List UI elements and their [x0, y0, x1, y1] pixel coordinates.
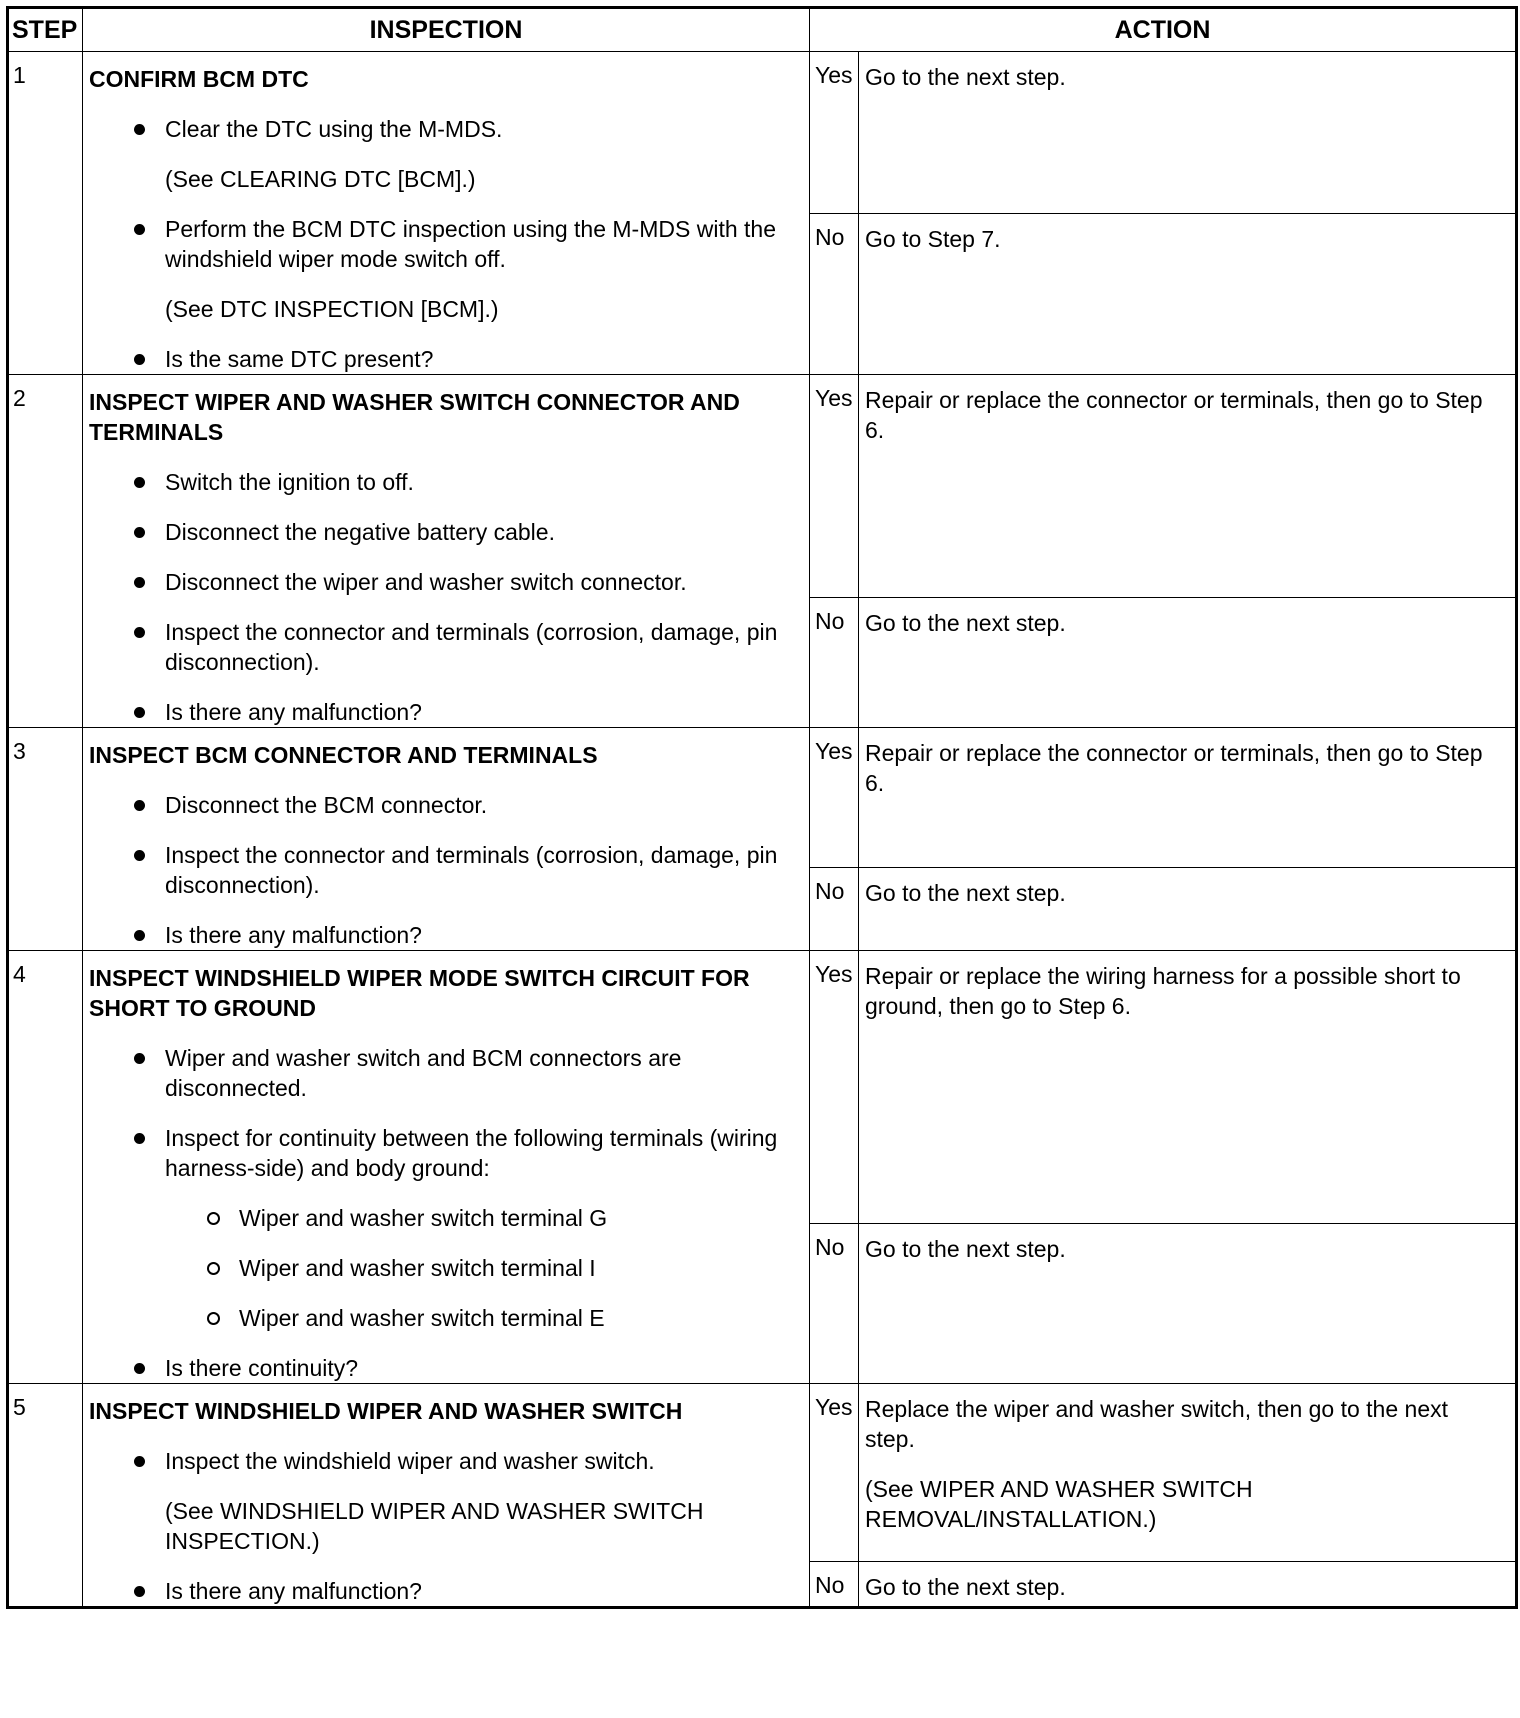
action-text: Repair or replace the connector or terminals, then go to Step 6. — [865, 387, 1483, 443]
bullet-text: Wiper and washer switch and BCM connectors are disconnected. — [165, 1045, 682, 1101]
action-text: (See WIPER AND WASHER SWITCH REMOVAL/INSTALLATION.) — [865, 1476, 1253, 1532]
no-label: No — [810, 1561, 859, 1607]
no-action — [859, 597, 1517, 727]
bullet-item — [89, 790, 799, 820]
sub-bullet-item — [89, 1303, 799, 1333]
no-action — [859, 213, 1517, 375]
yes-action — [859, 728, 1517, 868]
sub-bullet-circle-icon — [207, 1212, 220, 1225]
sub-bullet-text: Wiper and washer switch terminal I — [239, 1255, 596, 1281]
bullet-text: Inspect the windshield wiper and washer switch. — [165, 1448, 655, 1474]
step-row — [8, 1384, 1517, 1562]
bullet-text: Inspect for continuity between the following terminals (wiring harness-side) and body ground: — [165, 1125, 778, 1181]
no-action — [859, 868, 1517, 951]
step-number: 4 — [8, 951, 83, 1384]
bullet-dot-icon — [134, 1053, 145, 1064]
sub-bullet-item — [89, 1203, 799, 1233]
action-text: Go to the next step. — [865, 1573, 1066, 1600]
bullet-dot-icon — [134, 477, 145, 488]
inspection-cell — [83, 728, 810, 951]
bullet-text: Inspect the connector and terminals (corrosion, damage, pin disconnection). — [165, 619, 778, 675]
bullet-text: Disconnect the wiper and washer switch connector. — [165, 569, 687, 595]
no-label: No — [810, 1223, 859, 1383]
bullet-dot-icon — [134, 800, 145, 811]
bullet-item — [89, 1353, 799, 1383]
step-number: 1 — [8, 52, 83, 375]
yes-label: Yes — [810, 951, 859, 1224]
sub-bullet-text: Wiper and washer switch terminal E — [239, 1305, 605, 1331]
bullet-item — [89, 617, 799, 677]
step-row — [8, 52, 1517, 214]
bullet-item — [89, 697, 799, 727]
yes-action — [859, 1384, 1517, 1562]
bullet-dot-icon — [134, 1456, 145, 1467]
bullet-dot-icon — [134, 627, 145, 638]
step-title: INSPECT BCM CONNECTOR AND TERMINALS — [89, 742, 598, 768]
bullet-dot-icon — [134, 930, 145, 941]
bullet-text: Perform the BCM DTC inspection using the M-MDS with the windshield wiper mode switch off. — [165, 216, 776, 272]
no-action — [859, 1561, 1517, 1607]
bullet-text: Inspect the connector and terminals (corrosion, damage, pin disconnection). — [165, 842, 778, 898]
bullet-item — [89, 1446, 799, 1476]
bullet-dot-icon — [134, 1133, 145, 1144]
header-step: STEP — [8, 8, 83, 52]
inspection-cell — [83, 1384, 810, 1608]
bullet-item — [89, 1123, 799, 1183]
bullet-dot-icon — [134, 577, 145, 588]
bullet-item — [89, 517, 799, 547]
bullet-item — [89, 114, 799, 144]
action-text: Go to Step 7. — [865, 225, 1001, 252]
no-label: No — [810, 597, 859, 727]
bullet-item — [89, 840, 799, 900]
bullet-item — [89, 1576, 799, 1606]
reference-text: (See WINDSHIELD WIPER AND WASHER SWITCH INSPECTION.) — [165, 1498, 704, 1554]
action-text: Go to the next step. — [865, 64, 1066, 90]
action-text: Replace the wiper and washer switch, then go to the next step. — [865, 1396, 1449, 1452]
bullet-dot-icon — [134, 527, 145, 538]
procedure-table — [6, 6, 1518, 1609]
yes-action — [859, 375, 1517, 598]
bullet-text: Switch the ignition to off. — [165, 469, 414, 495]
step-row — [8, 951, 1517, 1224]
bullet-dot-icon — [134, 224, 145, 235]
yes-label: Yes — [810, 52, 859, 214]
bullet-item — [89, 920, 799, 950]
action-text: Go to the next step. — [865, 1235, 1066, 1262]
bullet-dot-icon — [134, 124, 145, 135]
bullet-text: Disconnect the BCM connector. — [165, 792, 488, 818]
bullet-text: Is there any malfunction? — [165, 699, 422, 725]
bullet-text: Disconnect the negative battery cable. — [165, 519, 555, 545]
bullet-text: Is there any malfunction? — [165, 922, 422, 948]
bullet-text: Clear the DTC using the M-MDS. — [165, 116, 503, 142]
action-text: Go to the next step. — [865, 880, 1066, 907]
reference-note — [89, 1496, 799, 1556]
action-text: Repair or replace the connector or terminals, then go to Step 6. — [865, 740, 1483, 796]
reference-note — [89, 294, 799, 324]
bullet-dot-icon — [134, 1363, 145, 1374]
inspection-cell — [83, 52, 810, 375]
header-row — [8, 8, 1517, 52]
reference-text: (See DTC INSPECTION [BCM].) — [165, 296, 499, 322]
step-row — [8, 375, 1517, 598]
step-number: 2 — [8, 375, 83, 728]
action-text: Repair or replace the wiring harness for a possible short to ground, then go to Step 6. — [865, 963, 1461, 1019]
step-row — [8, 728, 1517, 868]
header-inspection: INSPECTION — [83, 8, 810, 52]
bullet-item — [89, 344, 799, 374]
sub-bullet-circle-icon — [207, 1262, 220, 1275]
step-title: INSPECT WINDSHIELD WIPER AND WASHER SWITCH — [89, 1398, 683, 1424]
step-title: INSPECT WINDSHIELD WIPER MODE SWITCH CIRCUIT FOR SHORT TO GROUND — [89, 965, 750, 1021]
step-number: 3 — [8, 728, 83, 951]
bullet-dot-icon — [134, 850, 145, 861]
yes-action — [859, 52, 1517, 214]
action-text: Go to the next step. — [865, 609, 1066, 636]
diagnostic-procedure-table — [6, 6, 1515, 1712]
bullet-text: Is there continuity? — [165, 1355, 359, 1381]
sub-bullet-text: Wiper and washer switch terminal G — [239, 1205, 608, 1231]
reference-note — [89, 164, 799, 194]
inspection-cell — [83, 951, 810, 1384]
bullet-text: Is there any malfunction? — [165, 1578, 422, 1604]
step-title: CONFIRM BCM DTC — [89, 66, 309, 92]
step-number: 5 — [8, 1384, 83, 1608]
header-action: ACTION — [810, 8, 1517, 52]
no-action — [859, 1223, 1517, 1383]
bullet-dot-icon — [134, 707, 145, 718]
yes-label: Yes — [810, 1384, 859, 1562]
bullet-text: Is the same DTC present? — [165, 346, 434, 372]
step-title: INSPECT WIPER AND WASHER SWITCH CONNECTOR AND TERMINALS — [89, 389, 740, 445]
bullet-item — [89, 567, 799, 597]
no-label: No — [810, 213, 859, 375]
reference-text: (See CLEARING DTC [BCM].) — [165, 166, 476, 192]
sub-bullet-item — [89, 1253, 799, 1283]
yes-label: Yes — [810, 375, 859, 598]
inspection-cell — [83, 375, 810, 728]
no-label: No — [810, 868, 859, 951]
sub-bullet-circle-icon — [207, 1312, 220, 1325]
bullet-dot-icon — [134, 1586, 145, 1597]
bullet-dot-icon — [134, 354, 145, 365]
bullet-item — [89, 214, 799, 274]
yes-action — [859, 951, 1517, 1224]
bullet-item — [89, 467, 799, 497]
bullet-item — [89, 1043, 799, 1103]
yes-label: Yes — [810, 728, 859, 868]
